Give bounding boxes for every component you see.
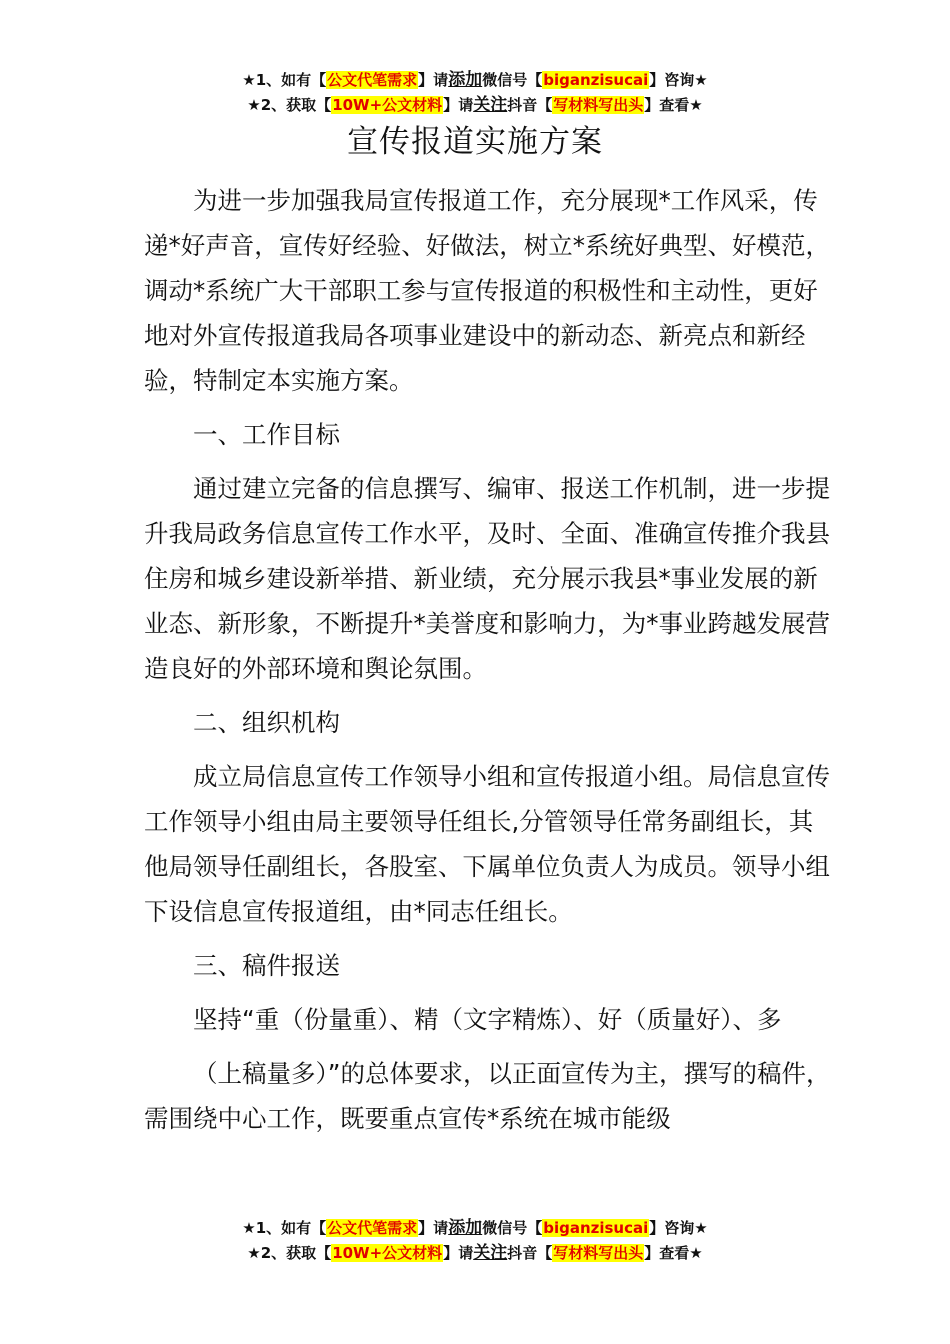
banner-line-1 (0, 1216, 950, 1241)
body-paragraph: 为进一步加强我局宣传报道工作，充分展现*工作风采，传递*好声音，宣传好经验、好做法，树立*系统好典型、好模范，调动*系统广大干部职工参与宣传报道的积极性和主动性，更好地对外宣传报道我局各项事业建设中的新动态、新亮点和新经验，特制定本实施方案。 (144, 186, 830, 395)
banner-text: 】请 (418, 71, 449, 89)
banner-highlight: 10W+公文材料 (332, 96, 443, 114)
banner-highlight: biganzisucai (543, 71, 649, 89)
banner-text: 】查看★ (644, 96, 703, 114)
body-paragraph: 成立局信息宣传工作领导小组和宣传报道小组。局信息宣传工作领导小组由局主要领导任组长,分管领导任常务副组长，其他局领导任副组长，各股室、下属单位负责人为成员。领导小组下设信息宣传报道组，由*同志任组长。 (144, 762, 830, 926)
body-paragraph: 坚持“重（份量重）、精（文字精炼）、好（质量好）、多 (193, 1005, 782, 1034)
banner-highlight: 公文代笔需求 (327, 1219, 418, 1237)
banner-text: 微信号【 (482, 71, 543, 89)
banner-text: 】请 (418, 1219, 449, 1237)
banner-highlight: 写材料写出头 (553, 1244, 644, 1262)
banner-emphasis: 添加 (448, 70, 483, 90)
section-heading: 二、组织机构 (193, 708, 340, 737)
banner-highlight: biganzisucai (543, 1219, 649, 1237)
banner-text: 】咨询★ (649, 1219, 708, 1237)
banner-highlight: 公文代笔需求 (327, 71, 418, 89)
banner-text: ★1、如有【 (242, 1219, 327, 1237)
banner-text: ★1、如有【 (242, 71, 327, 89)
banner-text: ★2、获取【 (247, 1244, 332, 1262)
banner-text: 】请 (443, 96, 474, 114)
section-heading: 三、稿件报送 (193, 951, 340, 980)
banner-text: 】请 (443, 1244, 474, 1262)
body-paragraph: （上稿量多）”的总体要求，以正面宣传为主，撰写的稿件，需围绕中心工作，既要重点宣传*系统在城市能级 (144, 1059, 831, 1133)
banner-line-2 (0, 1241, 950, 1266)
banner-emphasis: 关注 (473, 95, 508, 115)
banner-text: 】咨询★ (649, 71, 708, 89)
body-paragraph: 通过建立完备的信息撰写、编审、报送工作机制，进一步提升我局政务信息宣传工作水平，及时、全面、准确宣传推介我县住房和城乡建设新举措、新业绩，充分展示我县*事业发展的新业态、新形象，不断提升*美誉度和影响力，为*事业跨越发展营造良好的外部环境和舆论氛围。 (144, 474, 830, 683)
banner-line-1 (0, 68, 950, 93)
bottom-banner (0, 1216, 950, 1266)
banner-highlight: 写材料写出头 (553, 96, 644, 114)
banner-text: 抖音【 (507, 96, 553, 114)
document-title: 宣传报道实施方案 (347, 124, 603, 160)
document-body (144, 178, 834, 1150)
section-heading: 一、工作目标 (193, 420, 340, 449)
top-banner (0, 68, 950, 118)
banner-text: ★2、获取【 (247, 96, 332, 114)
banner-emphasis: 关注 (473, 1243, 508, 1263)
banner-highlight: 10W+公文材料 (332, 1244, 443, 1262)
banner-text: 】查看★ (644, 1244, 703, 1262)
banner-line-2 (0, 93, 950, 118)
banner-text: 微信号【 (482, 1219, 543, 1237)
banner-text: 抖音【 (507, 1244, 553, 1262)
banner-emphasis: 添加 (448, 1218, 483, 1238)
